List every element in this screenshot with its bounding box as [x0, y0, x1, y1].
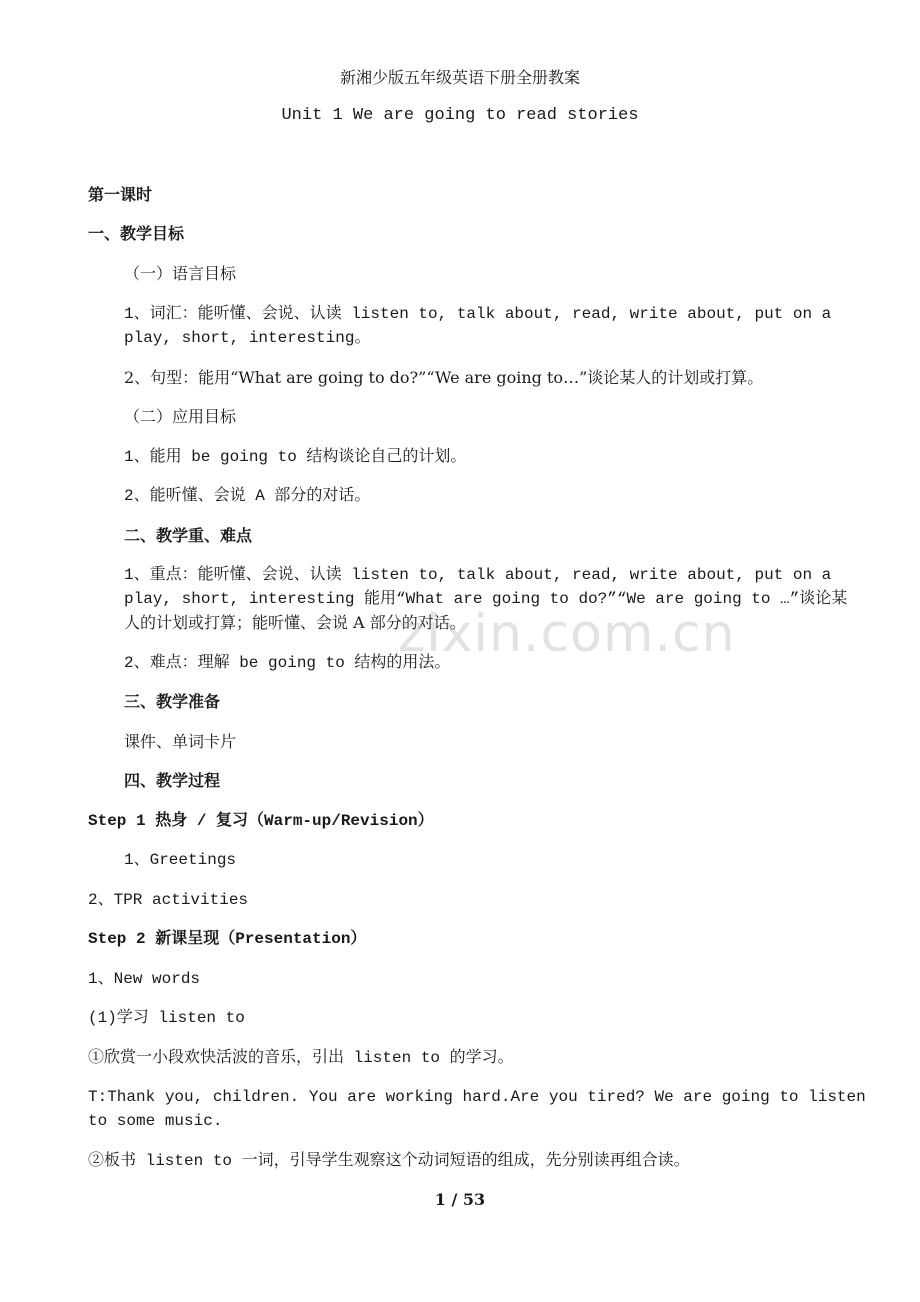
subitem-listen-to: (1)学习 listen to: [88, 1009, 245, 1027]
preparation-text: 课件、单词卡片: [124, 732, 237, 751]
application-goal-1: 1、能用 be going to 结构谈论自己的计划。: [124, 448, 467, 466]
section-heading-objectives: 一、教学目标: [88, 224, 185, 243]
sentence-pattern: 2、句型：能用“What are going to do?”“We are going to…”谈论某人的计划或打算。: [124, 368, 764, 387]
section-heading-key-points: 二、教学重、难点: [124, 526, 253, 545]
application-goal-2: 2、能听懂、会说 A 部分的对话。: [124, 487, 371, 505]
subheading-application-goals: （二）应用目标: [124, 407, 237, 426]
difficult-point: 2、难点：理解 be going to 结构的用法。: [124, 654, 451, 672]
key-point-line-3: 人的计划或打算；能听懂、会说 A 部分的对话。: [124, 613, 466, 632]
step-1-heading: Step 1 热身 / 复习（Warm-up/Revision）: [88, 812, 434, 830]
teacher-line-2: to some music.: [88, 1112, 223, 1130]
watermark: zixin.com.cn: [398, 604, 736, 664]
step-2-heading: Step 2 新课呈现（Presentation）: [88, 930, 367, 948]
step-1-item-tpr: 2、TPR activities: [88, 891, 249, 909]
document-title: 新湘少版五年级英语下册全册教案: [339, 68, 580, 87]
teacher-line-1: T:Thank you, children. You are working hard.Are you tired? We are going to listen: [88, 1088, 866, 1106]
vocab-line-2: play, short, interesting。: [124, 329, 371, 347]
page-number: 1 / 53: [434, 1190, 486, 1209]
activity-2: ②板书 listen to 一词，引导学生观察这个动词短语的组成，先分别读再组合读。: [88, 1152, 690, 1170]
unit-title: Unit 1 We are going to read stories: [281, 106, 639, 125]
step-2-item-new-words: 1、New words: [88, 970, 201, 988]
section-heading-preparation: 三、教学准备: [124, 692, 221, 711]
section-heading-process: 四、教学过程: [124, 771, 221, 790]
vocab-line-1: 1、词汇：能听懂、会说、认读 listen to, talk about, read, write about, put on a: [124, 305, 832, 323]
activity-1: ①欣赏一小段欢快活波的音乐，引出 listen to 的学习。: [88, 1049, 514, 1067]
step-1-item-greetings: 1、Greetings: [124, 851, 237, 869]
key-point-line-1: 1、重点：能听懂、会说、认读 listen to, talk about, read, write about, put on a: [124, 566, 832, 584]
lesson-heading: 第一课时: [88, 185, 153, 204]
key-point-line-2: play, short, interesting 能用“What are going to do?”“We are going to …”谈论某: [124, 590, 848, 608]
subheading-language-goals: （一）语言目标: [124, 264, 237, 283]
